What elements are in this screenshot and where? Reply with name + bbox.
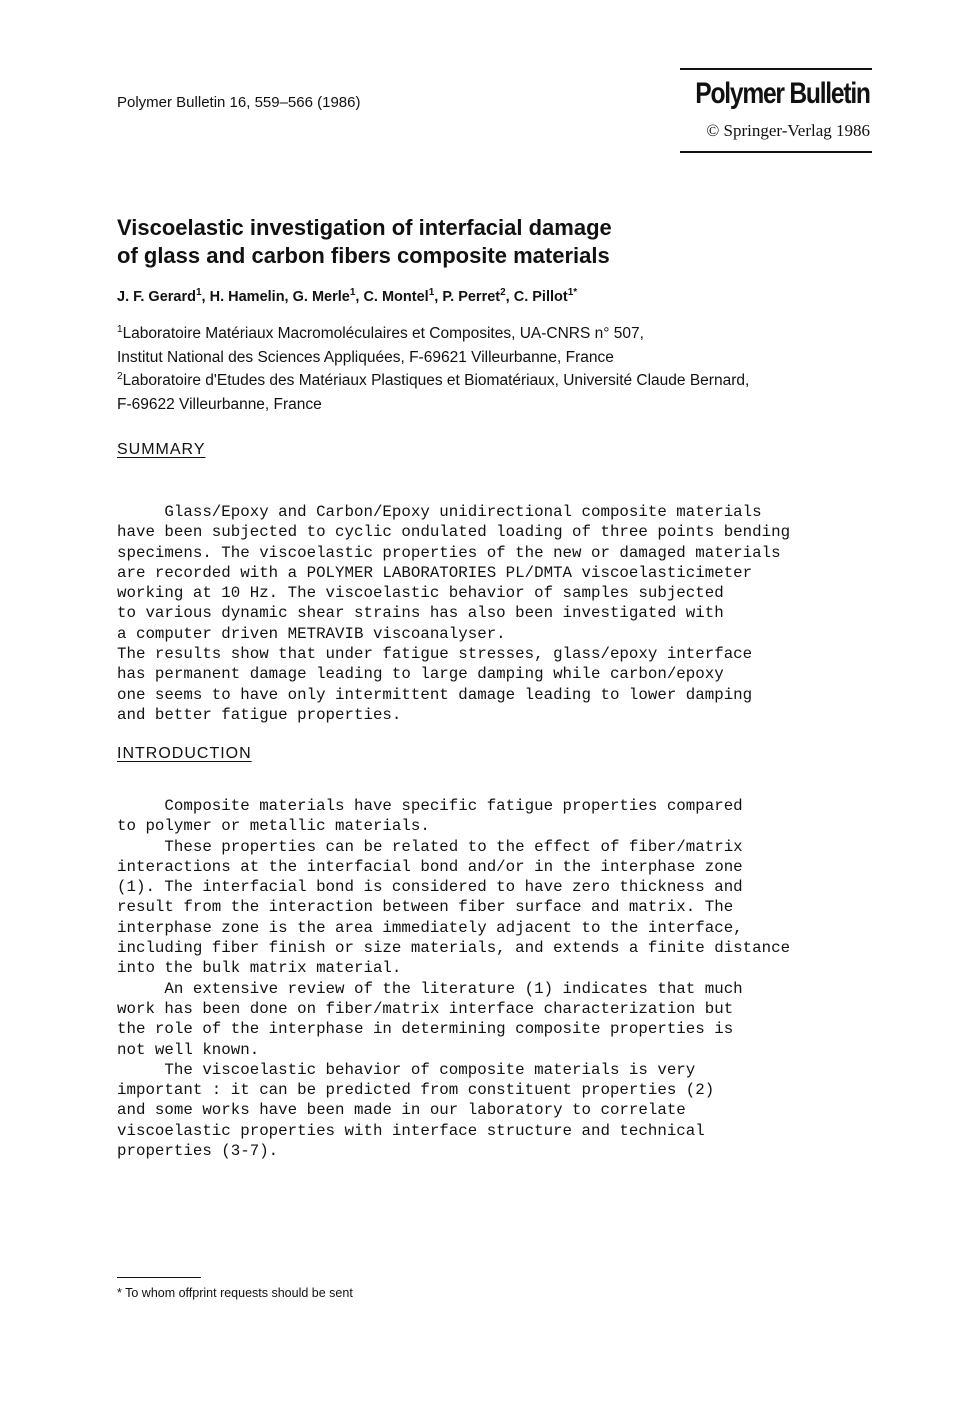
footnote: * To whom offprint requests should be sent — [117, 1286, 353, 1300]
journal-masthead — [650, 68, 872, 153]
journal-name: Polymer Bulletin — [695, 77, 870, 110]
affiliation-2: $^2$Laboratoire d'Etudes des Matériaux Plastiques et Biomatériaux, Université Claude Bernard, F-69622 Villeurbanne, France — [117, 371, 750, 414]
publisher-copyright: © Springer-Verlag 1986 — [706, 121, 870, 140]
masthead-bottom-rule — [680, 151, 872, 153]
affiliation-1: $^1$Laboratoire Matériaux Macromoléculaires et Composites, UA-CNRS n° 507, Institut National des Sciences Appliquées, F-69621 Villeurbanne, France — [117, 324, 644, 367]
author: G. Merle$^1$, — [292, 287, 364, 305]
masthead-top-rule — [680, 68, 872, 70]
article-title — [117, 214, 817, 270]
introduction-text: Composite materials have specific fatigue properties compared to polymer or metallic materials. These properties can be related to the effect of fiber/matrix interactions at the interfacial bond and/or in the interphase zone (1). The interfacial bond is considered to have zero thickness and result from the interaction between fiber surface and matrix. The interphase zone is the area immediately adjacent to the interface, including fiber finish or size materials, and extends a finite distance into the bulk matrix material. An extensive review of the literature (1) indicates that much work has been done on fiber/matrix interface characterization but the role of the interphase in determining composite properties is not well known. The viscoelastic behavior of composite materials is very important : it can be predicted from constituent properties (2) and some works have been made in our laboratory to correlate viscoelastic properties with interface structure and technical properties (3-7). — [117, 797, 791, 1161]
author: P. Perret$^2$, — [442, 287, 514, 305]
introduction-heading: INTRODUCTION — [117, 745, 252, 762]
author: J. F. Gerard$^1$, — [117, 287, 210, 305]
author: C. Montel$^1$, — [363, 287, 443, 305]
author-list — [117, 287, 577, 305]
footnote-divider — [117, 1277, 201, 1278]
title-line-2: of glass and carbon fibers composite materials — [117, 243, 610, 268]
journal-citation: Polymer Bulletin 16, 559–566 (1986) — [117, 94, 361, 111]
author: H. Hamelin, — [209, 288, 293, 305]
title-line-1: Viscoelastic investigation of interfacial damage — [117, 215, 612, 240]
author: C. Pillot$^{1*}$ — [513, 287, 578, 305]
summary-text: Glass/Epoxy and Carbon/Epoxy unidirectional composite materials have been subjected to cyclic ondulated loading of three points bending specimens. The viscoelastic properties of the new or damaged materials are recorded with a POLYMER LABORATORIES PL/DMTA viscoelasticimeter working at 10 Hz. The viscoelastic behavior of samples subjected to various dynamic shear strains has also been investigated with a computer driven METRAVIB viscoanalyser. The results show that under fatigue stresses, glass/epoxy interface has permanent damage leading to large damping while carbon/epoxy one seems to have only intermittent damage leading to lower damping and better fatigue properties. — [117, 503, 791, 724]
summary-heading: SUMMARY — [117, 441, 206, 458]
